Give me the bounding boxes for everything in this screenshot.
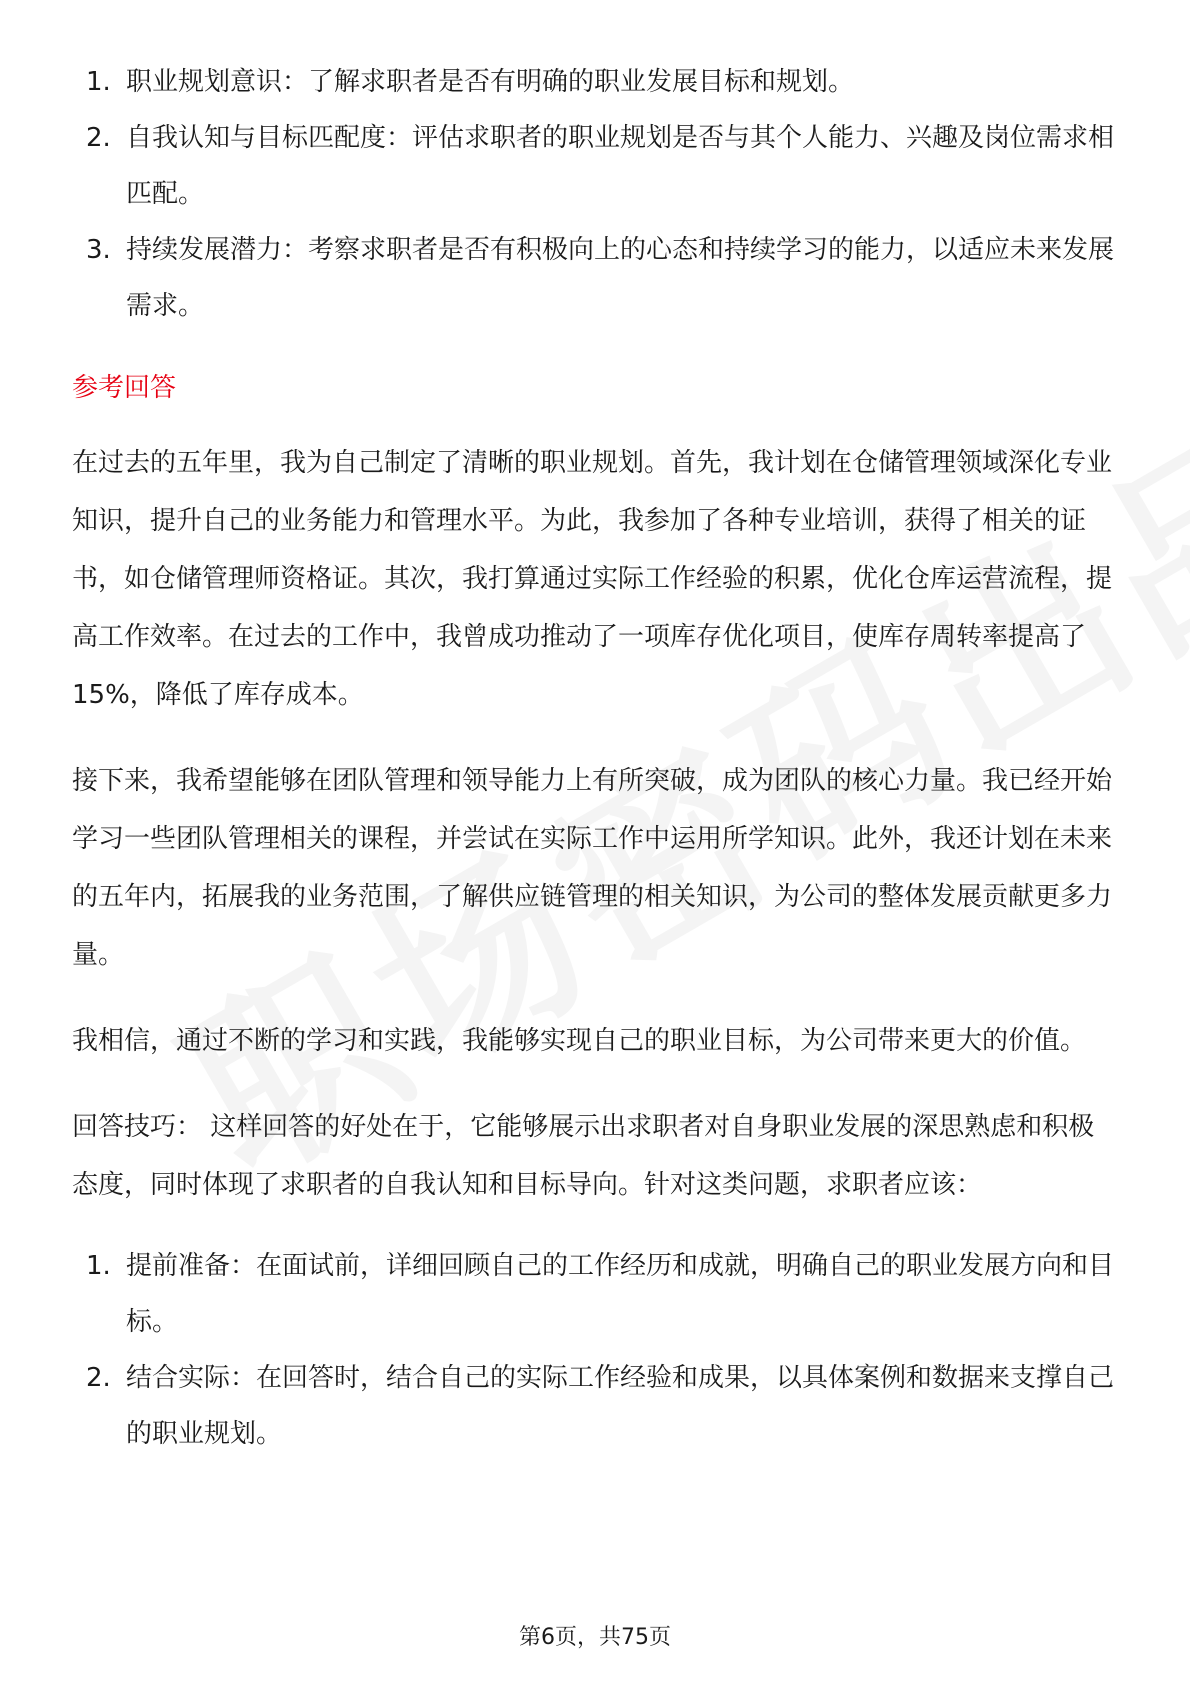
answer-paragraph: 在过去的五年里，我为自己制定了清晰的职业规划。首先，我计划在仓储管理领域深化专业知识，提升自己的业务能力和管理水平。为此，我参加了各种专业培训，获得了相关的证书，如仓储管理师资格证。其次，我打算通过实际工作经验的积累，优化仓库运营流程，提高工作效率。在过去的工作中，我曾成功推动了一项库存优化项目，使库存周转率提高了15%，降低了库存成本。 xyxy=(72,448,1113,710)
tips-paragraph: 回答技巧： 这样回答的好处在于，它能够展示出求职者对自身职业发展的深思熟虑和积极态度，同时体现了求职者的自我认知和目标导向。针对这类问题，求职者应该： xyxy=(72,1112,1095,1200)
list-number: 2. xyxy=(86,123,111,153)
list-text: 结合实际：在回答时，结合自己的实际工作经验和成果，以具体案例和数据来支撑自己的职业规划。 xyxy=(126,1363,1115,1449)
answer-paragraph: 接下来，我希望能够在团队管理和领导能力上有所突破，成为团队的核心力量。我已经开始学习一些团队管理相关的课程，并尝试在实际工作中运用所学知识。此外，我还计划在未来的五年内，拓展我的业务范围，了解供应链管理的相关知识，为公司的整体发展贡献更多力量。 xyxy=(72,766,1113,970)
list-number: 2. xyxy=(86,1363,111,1393)
list-item xyxy=(72,1350,1120,1462)
list-text: 职业规划意识：了解求职者是否有明确的职业发展目标和规划。 xyxy=(126,67,855,97)
list-item xyxy=(72,222,1120,334)
list-text: 持续发展潜力：考察求职者是否有积极向上的心态和持续学习的能力，以适应未来发展需求。 xyxy=(126,235,1115,321)
section-heading: 参考回答 xyxy=(72,373,177,403)
list-item xyxy=(72,110,1120,222)
tips-list xyxy=(72,1238,1120,1462)
page-number: 第6页，共75页 xyxy=(519,1625,671,1650)
list-item xyxy=(72,1238,1120,1350)
page-content xyxy=(72,54,1120,1462)
list-item xyxy=(72,54,1120,110)
list-number: 1. xyxy=(86,1251,111,1281)
answer-paragraph: 我相信，通过不断的学习和实践，我能够实现自己的职业目标，为公司带来更大的价值。 xyxy=(72,1026,1087,1056)
list-number: 1. xyxy=(86,67,111,97)
list-text: 提前准备：在面试前，详细回顾自己的工作经历和成就，明确自己的职业发展方向和目标。 xyxy=(126,1251,1115,1337)
criteria-list xyxy=(72,54,1120,334)
list-text: 自我认知与目标匹配度：评估求职者的职业规划是否与其个人能力、兴趣及岗位需求相匹配。 xyxy=(126,123,1115,209)
list-number: 3. xyxy=(86,235,111,265)
